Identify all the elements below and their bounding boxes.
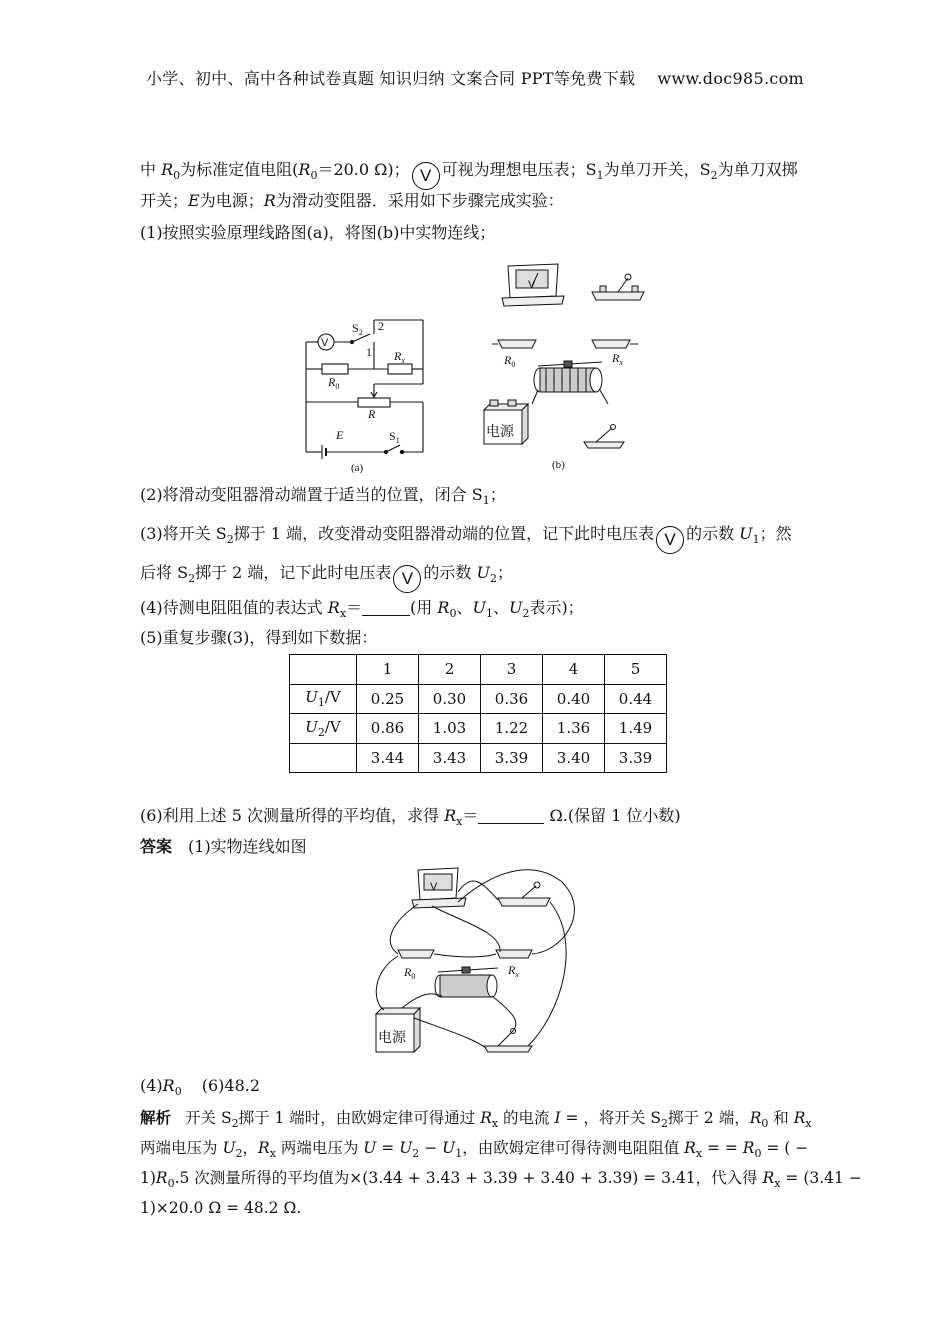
table-row: 3.44 3.43 3.39 3.40 3.39 — [290, 743, 667, 773]
fig-a-e-label: E — [336, 428, 344, 442]
table-row: $U_2/V$ 0.86 1.03 1.22 1.36 1.49 — [290, 714, 667, 744]
fig-a-s1-label: $S_1$ — [389, 429, 400, 445]
intro-line-1: 中 $R_0$为标准定值电阻($R_0=20.0$ Ω)； V 可视为理想电压表；$S_1$为单刀开关，$S_2$为单刀双掷 — [140, 158, 798, 190]
fig-a-node-1: 1 — [366, 345, 372, 359]
fig-b-caption: (b) — [552, 459, 565, 471]
circuit-diagram-a — [296, 312, 436, 474]
step-5: (5)重复步骤(3)，得到如下数据： — [140, 628, 378, 647]
resistor-r0-icon — [492, 340, 536, 348]
fig-a-s2-label: $S_2$ — [352, 321, 363, 337]
intro-line-2: 开关；E为电源；R为滑动变阻器．采用如下步骤完成实验： — [140, 191, 564, 210]
answer-blank — [362, 599, 410, 616]
answer-blank — [478, 807, 544, 824]
header-url: www.doc985.com — [657, 69, 805, 88]
step-1: (1)按照实验原理线路图(a)，将图(b)中实物连线； — [140, 223, 496, 242]
step-2: (2)将滑动变阻器滑动端置于适当的位置，闭合 $S_1$； — [140, 485, 506, 508]
analysis-line-4: 1)×20.0 Ω = 48.2 Ω. — [140, 1199, 302, 1217]
resistor-rx-icon — [592, 340, 638, 348]
svg-text:V: V — [430, 881, 438, 893]
svg-text:R0: $R_0$ — [404, 965, 416, 981]
fig-a-r0-label: $R_0$ — [328, 375, 340, 391]
fig-a-rx-label: $R_x$ — [394, 349, 405, 365]
step-3-line-2: 后将 $S_2$掷于 2 端，记下此时电压表 V 的示数 $U_2$； — [140, 561, 513, 593]
page-header — [0, 66, 950, 89]
rheostat-icon — [532, 361, 608, 404]
table-header-row: 1 2 3 4 5 — [290, 655, 667, 685]
voltmeter-symbol-icon: V — [412, 162, 440, 190]
svg-text:Rx: $R_x$ — [508, 963, 519, 979]
step-6: (6)利用上述 5 次测量所得的平均值，求得 $R_x= \Omega$.(保留 1 位小数) — [140, 806, 681, 829]
answer-wiring-figure — [362, 862, 598, 1060]
analysis-line-2: 两端电压为 $U_2$，$R_x$ 两端电压为 $U = U_2 - U_1$，由欧姆定律可得待测电阻阻值 $R_x$ = = $R_0$ = ( − — [140, 1139, 809, 1161]
fig-a-v-label: V — [321, 337, 329, 349]
single-pole-switch-icon — [584, 425, 624, 449]
svg-text:电源: 电源 — [486, 424, 514, 440]
svg-text:R0: $R_0$ — [504, 353, 516, 369]
fig-a-node-2: 2 — [378, 319, 384, 333]
svg-text:Rx: $R_x$ — [612, 351, 623, 367]
svg-text:V: V — [528, 279, 536, 291]
answer-label: 答案 — [140, 837, 173, 856]
analysis-line-3: $1)R_0.5$ 次测量所得的平均值为×(3.44 + 3.43 + 3.39 + 3.40 + 3.39) = 3.41，代入得 $R_x = (3.41$ − — [140, 1169, 862, 1191]
step-3-line-1: (3)将开关 $S_2$掷于 1 端，改变滑动变阻器滑动端的位置，记下此时电压表 V 的示数 $U_1$；然 — [140, 522, 792, 554]
svg-text:电源: 电源 — [378, 1030, 406, 1046]
analysis-label: 解析 — [140, 1108, 172, 1127]
apparatus-figure-b — [472, 258, 652, 476]
answer-4-6: $(4)R_0$ (6)48.2 — [140, 1076, 261, 1099]
table-row: $U_1/V$ 0.25 0.30 0.36 0.40 0.44 — [290, 684, 667, 714]
header-left-text: 小学、初中、高中各种试卷真题 知识归纳 文案合同 PPT等免费下载 — [145, 69, 636, 88]
data-table — [289, 654, 667, 773]
voltmeter-symbol-icon: V — [393, 565, 421, 593]
analysis-line-1: 解析 开关 $S_2$掷于 1 端时，由欧姆定律可得通过 $R_x$ 的电流 I = ，将开关 $S_2$掷于 2 端，$R_0$ 和 $R_x$ — [140, 1108, 812, 1131]
answer-line: 答案 (1)实物连线如图 — [140, 837, 307, 856]
fig-a-caption: (a) — [351, 462, 364, 474]
double-throw-switch-icon — [592, 274, 644, 300]
voltmeter-symbol-icon: V — [656, 526, 684, 554]
step-4: (4)待测电阻阻值的表达式 $R_x=$ (用 $R_0$、$U_1$、$U_2$表示)； — [140, 598, 584, 621]
fig-a-r-label: R — [368, 407, 376, 421]
